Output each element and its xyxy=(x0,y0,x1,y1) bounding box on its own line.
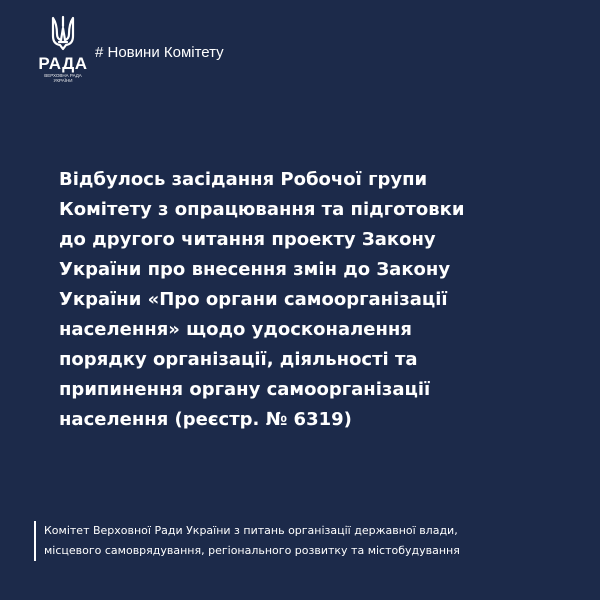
logo-wordmark: РАДА xyxy=(38,54,88,73)
rada-logo xyxy=(34,14,92,92)
footer-line: місцевого самоврядування, регіонального розвитку та містобудування xyxy=(44,544,460,557)
headline-line: України «Про органи самоорганізації xyxy=(59,289,448,310)
headline-line: Відбулось засідання Робочої групи xyxy=(59,169,428,190)
committee-footer xyxy=(34,521,600,561)
trident-icon xyxy=(49,14,77,52)
news-headline xyxy=(59,165,559,435)
headline-line: України про внесення змін до Закону xyxy=(59,259,451,280)
logo-subtitle-2: УКРАЇНИ xyxy=(53,78,73,83)
headline-line: порядку організації, діяльності та xyxy=(59,349,418,370)
logo-subtitle-1: ВЕРХОВНА РАДА xyxy=(44,73,82,78)
headline-line: до другого читання проекту Закону xyxy=(59,229,436,250)
footer-line: Комітет Верховної Ради України з питань організації державної влади, xyxy=(44,524,458,537)
headline-line: Комітету з опрацювання та підготовки xyxy=(59,199,465,220)
headline-line: припинення органу самоорганізації xyxy=(59,379,431,400)
section-hashtag: # Новини Комітету xyxy=(95,44,224,61)
headline-line: населення» щодо удосконалення xyxy=(59,319,412,340)
headline-line: населення (реєстр. № 6319) xyxy=(59,409,352,430)
